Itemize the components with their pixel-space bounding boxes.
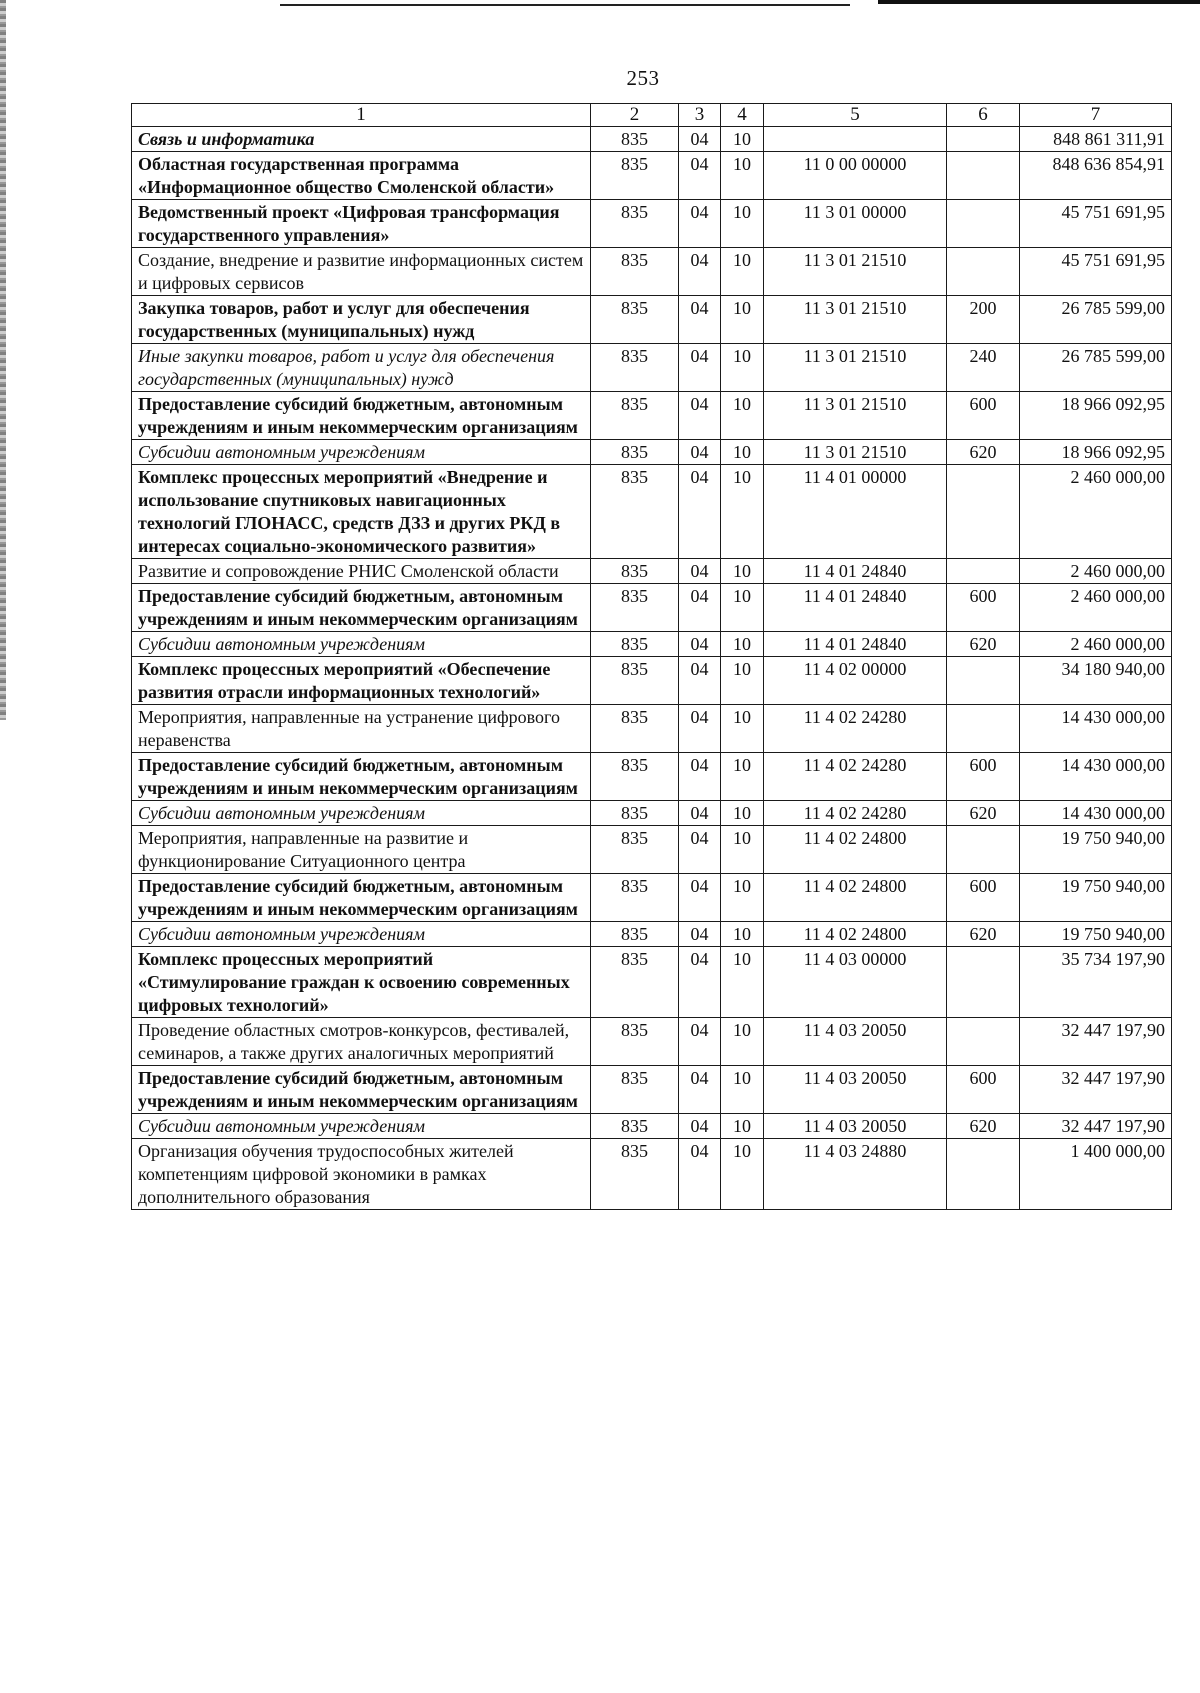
admin-code-cell: 835 bbox=[591, 248, 679, 296]
amount-cell: 1 400 000,00 bbox=[1020, 1139, 1172, 1210]
amount-cell: 14 430 000,00 bbox=[1020, 753, 1172, 801]
table-row bbox=[132, 1139, 1172, 1210]
section-code-cell: 04 bbox=[679, 344, 721, 392]
admin-code-cell: 835 bbox=[591, 1018, 679, 1066]
row-name-cell: Субсидии автономным учреждениям bbox=[132, 632, 591, 657]
row-name-cell: Организация обучения трудоспособных жителей компетенциям цифровой экономики в рамках дополнительного образования bbox=[132, 1139, 591, 1210]
admin-code-cell: 835 bbox=[591, 465, 679, 559]
expense-type-cell bbox=[947, 1139, 1020, 1210]
target-article-cell: 11 3 01 00000 bbox=[764, 200, 947, 248]
amount-cell: 26 785 599,00 bbox=[1020, 344, 1172, 392]
subsection-code-cell: 10 bbox=[721, 632, 764, 657]
target-article-cell: 11 3 01 21510 bbox=[764, 392, 947, 440]
section-code-cell: 04 bbox=[679, 632, 721, 657]
column-header: 4 bbox=[721, 104, 764, 127]
row-name-cell: Создание, внедрение и развитие информационных систем и цифровых сервисов bbox=[132, 248, 591, 296]
expense-type-cell bbox=[947, 248, 1020, 296]
expense-type-cell bbox=[947, 465, 1020, 559]
table-row bbox=[132, 1066, 1172, 1114]
column-header: 1 bbox=[132, 104, 591, 127]
row-name-cell: Предоставление субсидий бюджетным, автономным учреждениям и иным некоммерческим организациям bbox=[132, 1066, 591, 1114]
column-header: 7 bbox=[1020, 104, 1172, 127]
row-name-cell: Проведение областных смотров-конкурсов, фестивалей, семинаров, а также других аналогичных мероприятий bbox=[132, 1018, 591, 1066]
table-row bbox=[132, 1018, 1172, 1066]
target-article-cell: 11 4 03 20050 bbox=[764, 1018, 947, 1066]
target-article-cell: 11 4 01 24840 bbox=[764, 584, 947, 632]
row-name-cell: Комплекс процессных мероприятий «Обеспечение развития отрасли информационных технологий» bbox=[132, 657, 591, 705]
subsection-code-cell: 10 bbox=[721, 392, 764, 440]
section-code-cell: 04 bbox=[679, 392, 721, 440]
admin-code-cell: 835 bbox=[591, 200, 679, 248]
row-name-cell: Субсидии автономным учреждениям bbox=[132, 801, 591, 826]
target-article-cell: 11 4 01 24840 bbox=[764, 632, 947, 657]
table-row bbox=[132, 248, 1172, 296]
subsection-code-cell: 10 bbox=[721, 296, 764, 344]
subsection-code-cell: 10 bbox=[721, 465, 764, 559]
row-name-cell: Субсидии автономным учреждениям bbox=[132, 440, 591, 465]
target-article-cell: 11 3 01 21510 bbox=[764, 440, 947, 465]
section-code-cell: 04 bbox=[679, 465, 721, 559]
target-article-cell: 11 4 01 00000 bbox=[764, 465, 947, 559]
section-code-cell: 04 bbox=[679, 753, 721, 801]
expense-type-cell: 600 bbox=[947, 753, 1020, 801]
column-header: 6 bbox=[947, 104, 1020, 127]
target-article-cell: 11 3 01 21510 bbox=[764, 344, 947, 392]
admin-code-cell: 835 bbox=[591, 440, 679, 465]
amount-cell: 26 785 599,00 bbox=[1020, 296, 1172, 344]
subsection-code-cell: 10 bbox=[721, 1018, 764, 1066]
column-header: 2 bbox=[591, 104, 679, 127]
subsection-code-cell: 10 bbox=[721, 559, 764, 584]
top-rule-right bbox=[878, 0, 1200, 4]
top-rule-left bbox=[280, 4, 850, 6]
row-name-cell: Иные закупки товаров, работ и услуг для обеспечения государственных (муниципальных) нужд bbox=[132, 344, 591, 392]
admin-code-cell: 835 bbox=[591, 801, 679, 826]
section-code-cell: 04 bbox=[679, 947, 721, 1018]
amount-cell: 14 430 000,00 bbox=[1020, 801, 1172, 826]
section-code-cell: 04 bbox=[679, 801, 721, 826]
subsection-code-cell: 10 bbox=[721, 248, 764, 296]
table-row bbox=[132, 922, 1172, 947]
amount-cell: 19 750 940,00 bbox=[1020, 826, 1172, 874]
amount-cell: 2 460 000,00 bbox=[1020, 632, 1172, 657]
row-name-cell: Закупка товаров, работ и услуг для обеспечения государственных (муниципальных) нужд bbox=[132, 296, 591, 344]
table-row bbox=[132, 705, 1172, 753]
table-row bbox=[132, 465, 1172, 559]
expense-type-cell bbox=[947, 152, 1020, 200]
table-row bbox=[132, 152, 1172, 200]
table-row bbox=[132, 559, 1172, 584]
target-article-cell: 11 4 02 24800 bbox=[764, 922, 947, 947]
section-code-cell: 04 bbox=[679, 874, 721, 922]
expense-type-cell bbox=[947, 947, 1020, 1018]
amount-cell: 34 180 940,00 bbox=[1020, 657, 1172, 705]
admin-code-cell: 835 bbox=[591, 922, 679, 947]
subsection-code-cell: 10 bbox=[721, 1114, 764, 1139]
subsection-code-cell: 10 bbox=[721, 657, 764, 705]
admin-code-cell: 835 bbox=[591, 632, 679, 657]
section-code-cell: 04 bbox=[679, 1139, 721, 1210]
expense-type-cell: 620 bbox=[947, 1114, 1020, 1139]
section-code-cell: 04 bbox=[679, 296, 721, 344]
expense-type-cell: 600 bbox=[947, 584, 1020, 632]
subsection-code-cell: 10 bbox=[721, 947, 764, 1018]
subsection-code-cell: 10 bbox=[721, 344, 764, 392]
section-code-cell: 04 bbox=[679, 200, 721, 248]
target-article-cell: 11 4 03 20050 bbox=[764, 1066, 947, 1114]
expense-type-cell: 620 bbox=[947, 632, 1020, 657]
admin-code-cell: 835 bbox=[591, 127, 679, 152]
column-header: 3 bbox=[679, 104, 721, 127]
admin-code-cell: 835 bbox=[591, 584, 679, 632]
admin-code-cell: 835 bbox=[591, 874, 679, 922]
amount-cell: 14 430 000,00 bbox=[1020, 705, 1172, 753]
expense-type-cell: 200 bbox=[947, 296, 1020, 344]
section-code-cell: 04 bbox=[679, 127, 721, 152]
subsection-code-cell: 10 bbox=[721, 200, 764, 248]
target-article-cell: 11 4 01 24840 bbox=[764, 559, 947, 584]
table-row bbox=[132, 801, 1172, 826]
amount-cell: 2 460 000,00 bbox=[1020, 465, 1172, 559]
target-article-cell bbox=[764, 127, 947, 152]
target-article-cell: 11 4 02 24280 bbox=[764, 801, 947, 826]
target-article-cell: 11 3 01 21510 bbox=[764, 248, 947, 296]
column-header-row bbox=[132, 104, 1172, 127]
target-article-cell: 11 4 02 24800 bbox=[764, 874, 947, 922]
expense-type-cell: 600 bbox=[947, 392, 1020, 440]
table-row bbox=[132, 440, 1172, 465]
subsection-code-cell: 10 bbox=[721, 801, 764, 826]
expense-type-cell bbox=[947, 1018, 1020, 1066]
expense-type-cell: 620 bbox=[947, 801, 1020, 826]
target-article-cell: 11 4 03 24880 bbox=[764, 1139, 947, 1210]
subsection-code-cell: 10 bbox=[721, 753, 764, 801]
section-code-cell: 04 bbox=[679, 584, 721, 632]
admin-code-cell: 835 bbox=[591, 947, 679, 1018]
subsection-code-cell: 10 bbox=[721, 127, 764, 152]
subsection-code-cell: 10 bbox=[721, 922, 764, 947]
section-code-cell: 04 bbox=[679, 559, 721, 584]
row-name-cell: Комплекс процессных мероприятий «Стимулирование граждан к освоению современных цифровых технологий» bbox=[132, 947, 591, 1018]
amount-cell: 18 966 092,95 bbox=[1020, 392, 1172, 440]
admin-code-cell: 835 bbox=[591, 1114, 679, 1139]
section-code-cell: 04 bbox=[679, 248, 721, 296]
admin-code-cell: 835 bbox=[591, 296, 679, 344]
row-name-cell: Субсидии автономным учреждениям bbox=[132, 922, 591, 947]
table-row bbox=[132, 874, 1172, 922]
target-article-cell: 11 4 02 24800 bbox=[764, 826, 947, 874]
admin-code-cell: 835 bbox=[591, 657, 679, 705]
row-name-cell: Ведомственный проект «Цифровая трансформация государственного управления» bbox=[132, 200, 591, 248]
amount-cell: 2 460 000,00 bbox=[1020, 559, 1172, 584]
admin-code-cell: 835 bbox=[591, 559, 679, 584]
section-code-cell: 04 bbox=[679, 152, 721, 200]
page-number: 253 bbox=[626, 66, 660, 90]
row-name-cell: Мероприятия, направленные на развитие и функционирование Ситуационного центра bbox=[132, 826, 591, 874]
table-row bbox=[132, 826, 1172, 874]
target-article-cell: 11 4 02 24280 bbox=[764, 753, 947, 801]
expense-type-cell: 600 bbox=[947, 1066, 1020, 1114]
table-row bbox=[132, 344, 1172, 392]
row-name-cell: Предоставление субсидий бюджетным, автономным учреждениям и иным некоммерческим организациям bbox=[132, 392, 591, 440]
amount-cell: 848 636 854,91 bbox=[1020, 152, 1172, 200]
subsection-code-cell: 10 bbox=[721, 826, 764, 874]
target-article-cell: 11 3 01 21510 bbox=[764, 296, 947, 344]
table-row bbox=[132, 657, 1172, 705]
subsection-code-cell: 10 bbox=[721, 152, 764, 200]
amount-cell: 35 734 197,90 bbox=[1020, 947, 1172, 1018]
subsection-code-cell: 10 bbox=[721, 1066, 764, 1114]
expense-type-cell: 620 bbox=[947, 922, 1020, 947]
row-name-cell: Областная государственная программа «Информационное общество Смоленской области» bbox=[132, 152, 591, 200]
table-row bbox=[132, 296, 1172, 344]
amount-cell: 19 750 940,00 bbox=[1020, 874, 1172, 922]
section-code-cell: 04 bbox=[679, 1114, 721, 1139]
subsection-code-cell: 10 bbox=[721, 874, 764, 922]
target-article-cell: 11 4 02 24280 bbox=[764, 705, 947, 753]
expense-type-cell bbox=[947, 559, 1020, 584]
section-code-cell: 04 bbox=[679, 1066, 721, 1114]
admin-code-cell: 835 bbox=[591, 392, 679, 440]
amount-cell: 32 447 197,90 bbox=[1020, 1018, 1172, 1066]
row-name-cell: Развитие и сопровождение РНИС Смоленской области bbox=[132, 559, 591, 584]
row-name-cell: Мероприятия, направленные на устранение цифрового неравенства bbox=[132, 705, 591, 753]
budget-table bbox=[131, 103, 1172, 1210]
row-name-cell: Предоставление субсидий бюджетным, автономным учреждениям и иным некоммерческим организациям bbox=[132, 584, 591, 632]
amount-cell: 2 460 000,00 bbox=[1020, 584, 1172, 632]
amount-cell: 45 751 691,95 bbox=[1020, 248, 1172, 296]
table-row bbox=[132, 753, 1172, 801]
table-row bbox=[132, 127, 1172, 152]
target-article-cell: 11 0 00 00000 bbox=[764, 152, 947, 200]
admin-code-cell: 835 bbox=[591, 1139, 679, 1210]
row-name-cell: Связь и информатика bbox=[132, 127, 591, 152]
expense-type-cell bbox=[947, 826, 1020, 874]
column-header: 5 bbox=[764, 104, 947, 127]
subsection-code-cell: 10 bbox=[721, 705, 764, 753]
subsection-code-cell: 10 bbox=[721, 440, 764, 465]
section-code-cell: 04 bbox=[679, 440, 721, 465]
amount-cell: 848 861 311,91 bbox=[1020, 127, 1172, 152]
amount-cell: 32 447 197,90 bbox=[1020, 1114, 1172, 1139]
scan-edge-artifact bbox=[0, 0, 6, 720]
section-code-cell: 04 bbox=[679, 657, 721, 705]
section-code-cell: 04 bbox=[679, 705, 721, 753]
table-row bbox=[132, 584, 1172, 632]
row-name-cell: Комплекс процессных мероприятий «Внедрение и использование спутниковых навигационных технологий ГЛОНАСС, средств ДЗЗ и других РКД в интересах социально-экономического развития» bbox=[132, 465, 591, 559]
target-article-cell: 11 4 02 00000 bbox=[764, 657, 947, 705]
table-row bbox=[132, 392, 1172, 440]
subsection-code-cell: 10 bbox=[721, 1139, 764, 1210]
target-article-cell: 11 4 03 00000 bbox=[764, 947, 947, 1018]
admin-code-cell: 835 bbox=[591, 344, 679, 392]
row-name-cell: Предоставление субсидий бюджетным, автономным учреждениям и иным некоммерческим организациям bbox=[132, 753, 591, 801]
admin-code-cell: 835 bbox=[591, 1066, 679, 1114]
section-code-cell: 04 bbox=[679, 922, 721, 947]
amount-cell: 18 966 092,95 bbox=[1020, 440, 1172, 465]
amount-cell: 45 751 691,95 bbox=[1020, 200, 1172, 248]
expense-type-cell bbox=[947, 657, 1020, 705]
row-name-cell: Предоставление субсидий бюджетным, автономным учреждениям и иным некоммерческим организациям bbox=[132, 874, 591, 922]
amount-cell: 32 447 197,90 bbox=[1020, 1066, 1172, 1114]
subsection-code-cell: 10 bbox=[721, 584, 764, 632]
section-code-cell: 04 bbox=[679, 1018, 721, 1066]
row-name-cell: Субсидии автономным учреждениям bbox=[132, 1114, 591, 1139]
amount-cell: 19 750 940,00 bbox=[1020, 922, 1172, 947]
admin-code-cell: 835 bbox=[591, 152, 679, 200]
expense-type-cell: 600 bbox=[947, 874, 1020, 922]
admin-code-cell: 835 bbox=[591, 753, 679, 801]
table-row bbox=[132, 632, 1172, 657]
expense-type-cell bbox=[947, 127, 1020, 152]
section-code-cell: 04 bbox=[679, 826, 721, 874]
expense-type-cell: 620 bbox=[947, 440, 1020, 465]
expense-type-cell bbox=[947, 200, 1020, 248]
table-row bbox=[132, 947, 1172, 1018]
admin-code-cell: 835 bbox=[591, 705, 679, 753]
target-article-cell: 11 4 03 20050 bbox=[764, 1114, 947, 1139]
expense-type-cell: 240 bbox=[947, 344, 1020, 392]
expense-type-cell bbox=[947, 705, 1020, 753]
table-row bbox=[132, 1114, 1172, 1139]
table-row bbox=[132, 200, 1172, 248]
admin-code-cell: 835 bbox=[591, 826, 679, 874]
